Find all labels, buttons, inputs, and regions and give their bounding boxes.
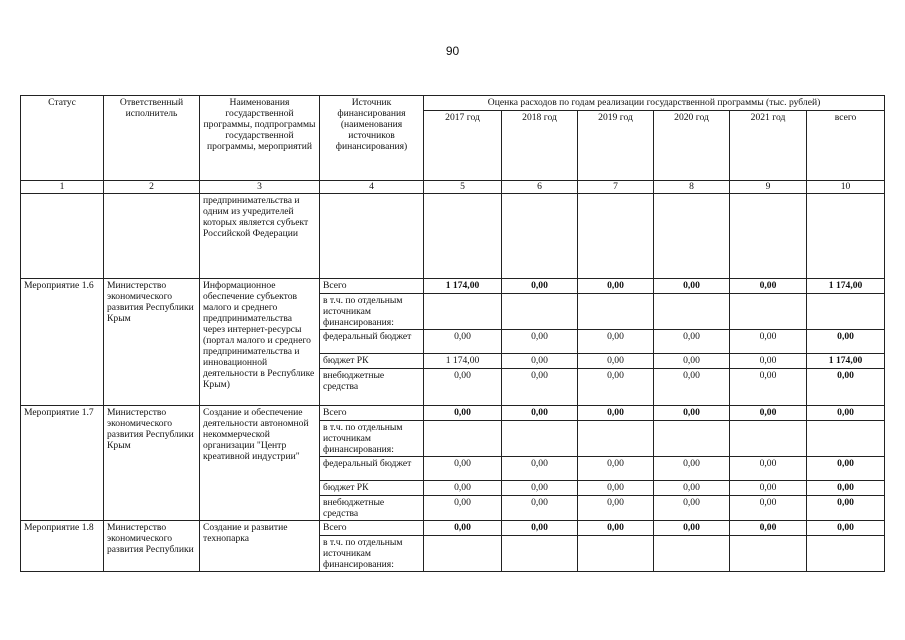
continuation-text: предпринимательства и одним из учредителей которых является субъект Российской Федерации — [200, 194, 320, 279]
year-value — [502, 536, 578, 572]
header-estimate: Оценка расходов по годам реализации государственной программы (тыс. рублей) — [424, 96, 885, 111]
funding-source: в т.ч. по отдельным источникам финансирования: — [320, 536, 424, 572]
year-value: 0,00 — [730, 369, 807, 406]
year-value: 0,00 — [654, 521, 730, 536]
year-value: 0,00 — [424, 481, 502, 496]
continuation-row — [21, 194, 885, 279]
total-value — [807, 421, 885, 457]
event-name: Информационное обеспечение субъектов малого и среднего предпринимательства через интернет-ресурсы (портал малого и среднего предпринимательства и инновационной деятельности в Республике Крым) — [200, 279, 320, 406]
year-value: 0,00 — [502, 369, 578, 406]
year-value: 0,00 — [424, 496, 502, 521]
header-year: 2020 год — [654, 111, 730, 181]
event-status: Мероприятие 1.6 — [21, 279, 104, 406]
total-value: 0,00 — [807, 521, 885, 536]
year-value: 1 174,00 — [424, 279, 502, 294]
table-row — [21, 521, 885, 536]
year-value: 0,00 — [578, 481, 654, 496]
total-value: 0,00 — [807, 406, 885, 421]
year-value: 0,00 — [502, 521, 578, 536]
column-number: 7 — [578, 181, 654, 194]
total-value: 0,00 — [807, 457, 885, 481]
funding-source: внебюджетные средства — [320, 496, 424, 521]
event-name: Создание и развитие технопарка — [200, 521, 320, 572]
year-value — [730, 421, 807, 457]
header-year: 2017 год — [424, 111, 502, 181]
year-value: 0,00 — [730, 496, 807, 521]
column-number: 9 — [730, 181, 807, 194]
header-year: 2019 год — [578, 111, 654, 181]
year-value: 0,00 — [730, 330, 807, 354]
column-number: 1 — [21, 181, 104, 194]
funding-source: федеральный бюджет — [320, 330, 424, 354]
year-value: 0,00 — [578, 457, 654, 481]
year-value — [424, 536, 502, 572]
column-number: 8 — [654, 181, 730, 194]
year-value: 0,00 — [654, 406, 730, 421]
column-number: 2 — [104, 181, 200, 194]
year-value: 0,00 — [730, 406, 807, 421]
header-source: Источник финансирования (наименования источников финансирования) — [320, 96, 424, 181]
event-executor: Министерство экономического развития Республики — [104, 521, 200, 572]
year-value — [654, 536, 730, 572]
year-value: 0,00 — [502, 279, 578, 294]
event-status: Мероприятие 1.7 — [21, 406, 104, 521]
year-value: 0,00 — [654, 496, 730, 521]
header-year: 2018 год — [502, 111, 578, 181]
year-value: 0,00 — [654, 369, 730, 406]
column-number: 4 — [320, 181, 424, 194]
header-total: всего — [807, 111, 885, 181]
event-executor: Министерство экономического развития Республики Крым — [104, 279, 200, 406]
year-value: 0,00 — [424, 369, 502, 406]
year-value — [502, 294, 578, 330]
total-value: 0,00 — [807, 330, 885, 354]
funding-source: бюджет РК — [320, 481, 424, 496]
total-value: 0,00 — [807, 481, 885, 496]
year-value: 0,00 — [424, 406, 502, 421]
total-value: 1 174,00 — [807, 354, 885, 369]
total-value: 0,00 — [807, 496, 885, 521]
year-value — [730, 294, 807, 330]
year-value: 0,00 — [730, 457, 807, 481]
year-value — [654, 294, 730, 330]
year-value: 0,00 — [502, 481, 578, 496]
funding-source: в т.ч. по отдельным источникам финансирования: — [320, 421, 424, 457]
year-value: 0,00 — [654, 279, 730, 294]
table-row — [21, 406, 885, 421]
funding-source: в т.ч. по отдельным источникам финансирования: — [320, 294, 424, 330]
column-number: 5 — [424, 181, 502, 194]
year-value — [578, 536, 654, 572]
year-value — [730, 536, 807, 572]
column-number: 10 — [807, 181, 885, 194]
year-value: 0,00 — [502, 330, 578, 354]
year-value: 0,00 — [578, 330, 654, 354]
total-value — [807, 294, 885, 330]
total-value: 0,00 — [807, 369, 885, 406]
year-value: 0,00 — [654, 481, 730, 496]
year-value: 0,00 — [502, 496, 578, 521]
year-value: 0,00 — [654, 457, 730, 481]
year-value — [654, 421, 730, 457]
year-value — [502, 421, 578, 457]
year-value: 0,00 — [578, 406, 654, 421]
year-value: 0,00 — [424, 457, 502, 481]
year-value: 0,00 — [424, 330, 502, 354]
table-row — [21, 279, 885, 294]
year-value: 0,00 — [730, 521, 807, 536]
total-value: 1 174,00 — [807, 279, 885, 294]
event-name: Создание и обеспечение деятельности автономной некоммерческой организации "Центр креативной индустрии" — [200, 406, 320, 521]
column-number: 3 — [200, 181, 320, 194]
funding-source: Всего — [320, 279, 424, 294]
year-value: 0,00 — [730, 481, 807, 496]
year-value: 0,00 — [654, 354, 730, 369]
year-value: 0,00 — [578, 496, 654, 521]
year-value — [578, 421, 654, 457]
expenses-table — [20, 95, 885, 572]
year-value — [424, 294, 502, 330]
funding-source: Всего — [320, 521, 424, 536]
year-value: 0,00 — [578, 354, 654, 369]
table-body — [21, 194, 885, 572]
funding-source: внебюджетные средства — [320, 369, 424, 406]
year-value: 0,00 — [502, 457, 578, 481]
page-number: 90 — [445, 44, 460, 58]
year-value — [424, 421, 502, 457]
event-status: Мероприятие 1.8 — [21, 521, 104, 572]
funding-source: Всего — [320, 406, 424, 421]
header-status: Статус — [21, 96, 104, 181]
header-name: Наименования государственной программы, подпрограммы государственной программы, мероприятий — [200, 96, 320, 181]
year-value: 0,00 — [578, 369, 654, 406]
year-value: 0,00 — [424, 521, 502, 536]
header-executor: Ответственный исполнитель — [104, 96, 200, 181]
year-value: 0,00 — [730, 354, 807, 369]
total-value — [807, 536, 885, 572]
year-value — [578, 294, 654, 330]
year-value: 0,00 — [654, 330, 730, 354]
year-value: 0,00 — [578, 521, 654, 536]
funding-source: федеральный бюджет — [320, 457, 424, 481]
year-value: 1 174,00 — [424, 354, 502, 369]
year-value: 0,00 — [502, 354, 578, 369]
header-year: 2021 год — [730, 111, 807, 181]
event-executor: Министерство экономического развития Республики Крым — [104, 406, 200, 521]
funding-source: бюджет РК — [320, 354, 424, 369]
year-value: 0,00 — [502, 406, 578, 421]
year-value: 0,00 — [578, 279, 654, 294]
column-number: 6 — [502, 181, 578, 194]
year-value: 0,00 — [730, 279, 807, 294]
